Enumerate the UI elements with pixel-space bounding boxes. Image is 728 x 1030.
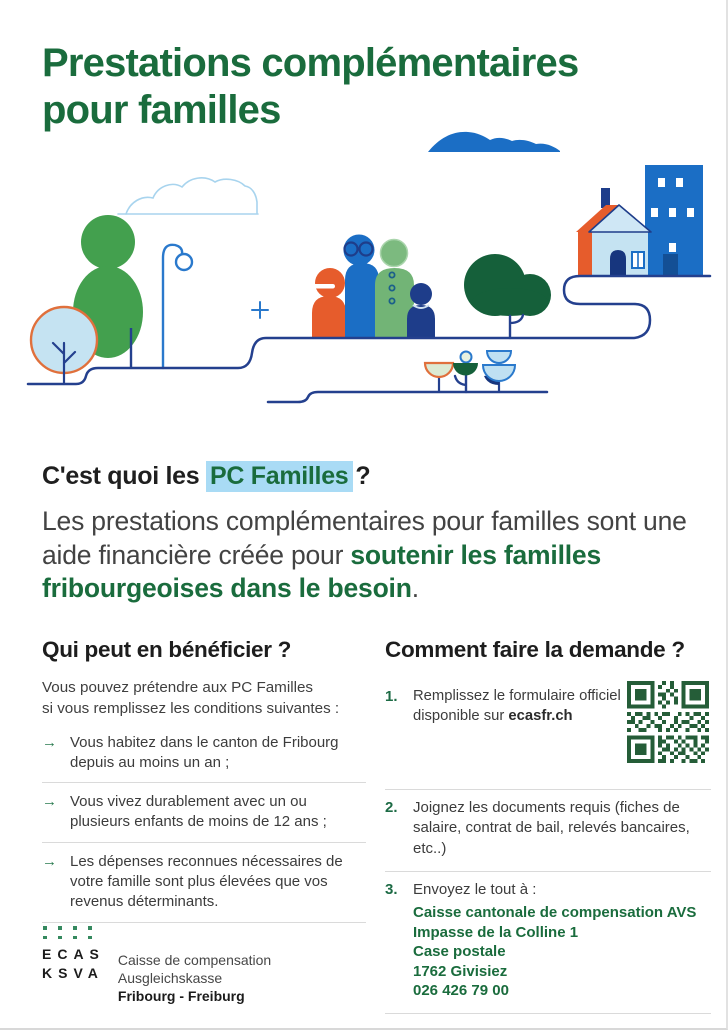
how-to-steps [385, 679, 711, 1014]
qr-code-icon [627, 681, 709, 763]
org-name-de: Ausgleichskasse [117, 970, 223, 986]
step-3 [385, 872, 711, 1014]
ecas-dots-icon [43, 926, 105, 939]
list-item [42, 783, 366, 843]
arrow-right-icon: → [42, 853, 57, 871]
list-item-text: Vous habitez dans le canton de Fribourg depuis au moins un an ; [70, 733, 339, 771]
phone-number: 026 426 79 00 [413, 982, 509, 999]
address-line: Impasse de la Colline 1 [413, 923, 579, 941]
step-2 [385, 790, 711, 872]
family-illustration [306, 235, 435, 339]
org-city: Fribourg - Freiburg [117, 988, 245, 1004]
cloud-icon [118, 178, 258, 214]
flower-green [453, 352, 478, 393]
org-name-block [118, 951, 271, 1005]
what-body-start: Les prestations complémentaires pour familles sont une aide financière créée pour [42, 506, 687, 570]
what-body-emphasis: soutenir les familles fribourgeoises dans le besoin [42, 539, 601, 604]
plus-icon [252, 302, 268, 318]
footer-logo [42, 926, 271, 1005]
what-heading-suffix: ? [355, 462, 371, 490]
ecas-acronym: ECAS [42, 946, 105, 962]
step-1 [385, 679, 711, 790]
step-1-url: ecasfr.ch [508, 707, 573, 724]
step-number: 2. [385, 799, 398, 816]
person-child-navy [407, 283, 435, 338]
person-adult-green [375, 240, 414, 339]
eligibility-list [42, 724, 366, 924]
list-item-text: Les dépenses reconnues nécessaires de votre famille sont plus élevées que vos revenus déterminants. [70, 853, 343, 911]
list-item [42, 843, 366, 923]
bush-icon [31, 307, 97, 384]
eligibility-intro [42, 677, 366, 720]
person-child-orange [306, 268, 346, 338]
address-block [413, 903, 696, 1001]
section-eligibility [42, 637, 366, 923]
list-item [42, 724, 366, 784]
neighborhood-illustration [0, 122, 728, 412]
step-1-text: Remplissez le formulaire officiel disponible sur [413, 688, 621, 724]
apartment-building [645, 165, 703, 276]
pc-familles-highlight: PC Familles [206, 461, 353, 492]
ksva-acronym: KSVA [42, 965, 104, 981]
what-body [42, 505, 690, 606]
ecas-logo [42, 926, 105, 1005]
step-2-text: Joignez les documents requis (fiches de salaire, contrat de bail, relevés bancaires, etc..) [413, 799, 690, 857]
what-body-end: . [411, 573, 419, 604]
how-to-heading: Comment faire la demande ? [385, 637, 685, 662]
what-heading [42, 462, 690, 491]
eligibility-intro-line1: Vous pouvez prétendre aux PC Familles [42, 679, 313, 696]
list-item-text: Vous vivez durablement avec un ou plusieurs enfants de moins de 12 ans ; [70, 793, 327, 831]
ground-line [28, 276, 710, 402]
arrow-right-icon: → [42, 793, 57, 811]
address-line: Caisse cantonale de compensation AVS [413, 904, 697, 921]
what-heading-prefix: C'est quoi les [42, 462, 206, 490]
address-line: 1762 Givisiez [413, 962, 508, 980]
step-3-text: Envoyez le tout à : [413, 880, 537, 898]
buildings-illustration [576, 165, 703, 276]
person-adult-blue [344, 235, 380, 339]
step-number: 3. [385, 880, 398, 898]
eligibility-heading: Qui peut en bénéficier ? [42, 637, 292, 662]
flowers-illustration [425, 351, 515, 392]
step-number: 1. [385, 688, 398, 705]
title-line1: Prestations complémentaires [42, 41, 579, 85]
eligibility-intro-line2: si vous remplissez les conditions suivantes : [42, 700, 340, 718]
dark-tree-icon [464, 254, 551, 338]
arrow-right-icon: → [42, 733, 57, 751]
org-name-fr: Caisse de compensation [117, 952, 272, 968]
page-title [42, 40, 578, 134]
tree-icon [73, 215, 143, 368]
title-line2: pour familles [42, 87, 281, 132]
address-line: Case postale [413, 943, 506, 960]
street-lamp-icon [163, 245, 192, 368]
step-text [413, 687, 638, 777]
section-how-to [385, 637, 711, 1014]
section-what [42, 462, 690, 606]
flower-orange [425, 363, 453, 392]
flower-blue [483, 351, 515, 392]
mountain-icon [428, 132, 560, 152]
house [576, 188, 651, 276]
